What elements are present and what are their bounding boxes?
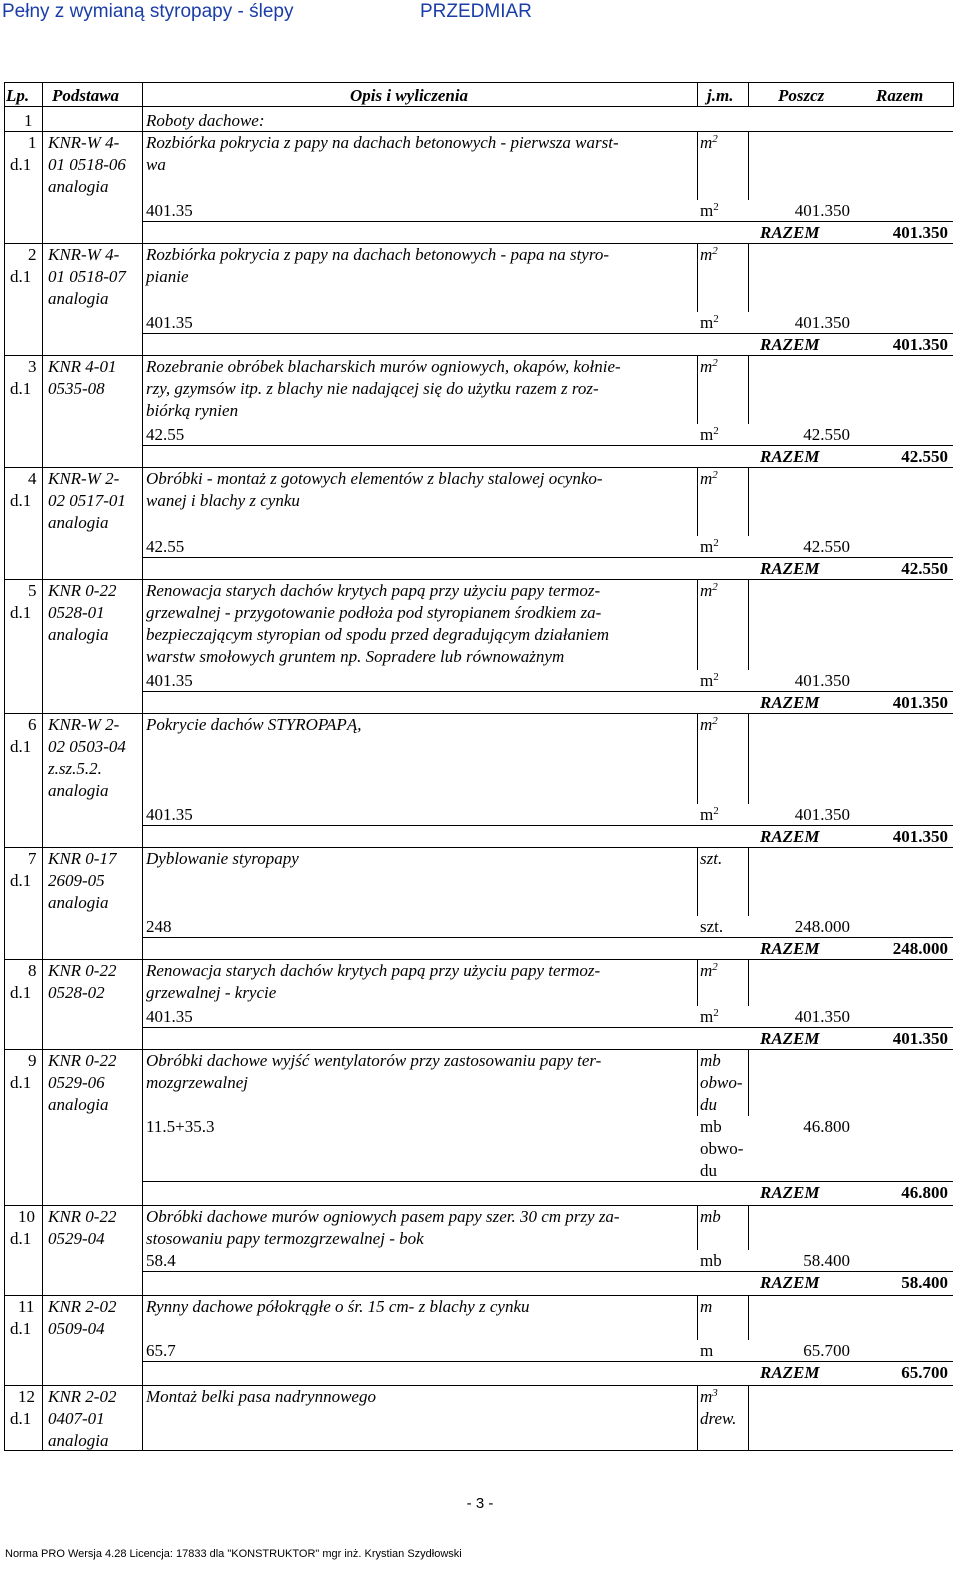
- item-unit: $m^3$: [700, 1387, 718, 1406]
- item-basis-line: 0528-02: [48, 983, 105, 1002]
- item-description-line: Pokrycie dachów STYROPAPĄ,: [146, 715, 362, 734]
- item-basis-line: KNR 0-17: [48, 849, 117, 868]
- row-border-left: [4, 848, 5, 959]
- item-unit: szt.: [700, 849, 723, 868]
- header-podstawa: Podstawa: [52, 86, 120, 105]
- row-border-basis: [142, 1386, 143, 1450]
- item-basis-line: 0528-01: [48, 603, 105, 622]
- section-lp: 1: [24, 111, 33, 130]
- item-lp-sub: d.1: [10, 1409, 32, 1428]
- row-border-lp: [42, 1206, 43, 1295]
- razem-row-border: [142, 1271, 953, 1272]
- row-border-subtotal: [748, 1296, 749, 1340]
- item-lp: 1: [28, 133, 37, 152]
- item-basis-line: analogia: [48, 781, 109, 800]
- item-unit: $m^2$: [700, 469, 718, 488]
- row-border-unit: [697, 1206, 698, 1250]
- item-unit: $m^2$: [700, 961, 718, 980]
- item-calculation: 401.35: [146, 313, 193, 332]
- item-subtotal: 401.350: [794, 313, 850, 332]
- item-basis-line: KNR 2-02: [48, 1387, 117, 1406]
- razem-label: RAZEM: [760, 939, 820, 958]
- item-description-line: mozgrzewalnej: [146, 1073, 248, 1092]
- item-lp-sub: d.1: [10, 603, 32, 622]
- item-description-line: wanej i blachy z cynku: [146, 491, 300, 510]
- item-basis-line: analogia: [48, 513, 109, 532]
- item-subtotal: 65.700: [803, 1341, 850, 1360]
- header-jm: j.m.: [707, 86, 734, 105]
- item-total: 401.350: [892, 335, 948, 354]
- item-unit: m: [700, 1297, 713, 1316]
- row-border-unit: [697, 468, 698, 536]
- row-border-left: [4, 356, 5, 467]
- item-basis-line: KNR-W 4-: [48, 133, 120, 152]
- razem-label: RAZEM: [760, 693, 820, 712]
- item-basis-line: analogia: [48, 289, 109, 308]
- item-basis-line: 01 0518-06: [48, 155, 126, 174]
- item-description-line: pianie: [146, 267, 189, 286]
- row-border-lp: [42, 356, 43, 467]
- row-border-subtotal: [748, 848, 749, 916]
- item-calc-unit: $m^2$: [700, 313, 719, 332]
- item-lp: 8: [28, 961, 37, 980]
- razem-label: RAZEM: [760, 335, 820, 354]
- razem-label: RAZEM: [760, 1183, 820, 1202]
- item-basis-line: analogia: [48, 1095, 109, 1114]
- item-total: 58.400: [901, 1273, 948, 1292]
- item-description-line: Renowacja starych dachów krytych papą przy użyciu papy termoz-: [146, 581, 601, 600]
- header-razem: Razem: [876, 86, 924, 105]
- row-border-left: [4, 960, 5, 1049]
- row-border-lp: [42, 960, 43, 1049]
- item-lp: 7: [28, 849, 37, 868]
- item-description-line: Dyblowanie styropapy: [146, 849, 299, 868]
- row-border-left: [4, 714, 5, 847]
- item-basis-line: 2609-05: [48, 871, 105, 890]
- row-border-unit: [697, 1386, 698, 1450]
- row-border-basis: [142, 1296, 143, 1385]
- row-border-left: [4, 244, 5, 355]
- razem-label: RAZEM: [760, 559, 820, 578]
- page-number: - 3 -: [466, 1495, 494, 1512]
- row-border-lp: [42, 848, 43, 959]
- item-unit: drew.: [700, 1409, 737, 1428]
- item-description-line: stosowaniu papy termozgrzewalnej - bok: [146, 1229, 424, 1248]
- item-total: 401.350: [892, 693, 948, 712]
- item-lp: 10: [18, 1207, 35, 1226]
- item-calculation: 401.35: [146, 671, 193, 690]
- item-unit: $m^2$: [700, 715, 718, 734]
- footer-license: Norma PRO Wersja 4.28 Licencja: 17833 dla "KONSTRUKTOR" mgr inż. Krystian Szydłowski: [5, 1548, 462, 1560]
- row-border-subtotal: [748, 1050, 749, 1116]
- item-unit: $m^2$: [700, 133, 718, 152]
- item-basis-line: analogia: [48, 177, 109, 196]
- item-basis-line: analogia: [48, 893, 109, 912]
- row-bottom-border: [4, 1450, 953, 1451]
- item-lp-sub: d.1: [10, 871, 32, 890]
- item-calculation: 42.55: [146, 537, 185, 556]
- item-basis-line: 0509-04: [48, 1319, 105, 1338]
- item-basis-line: 0535-08: [48, 379, 105, 398]
- row-border-basis: [142, 848, 143, 959]
- row-border-lp: [42, 132, 43, 243]
- row-border-unit: [697, 714, 698, 804]
- item-description-line: rzy, gzymsów itp. z blachy nie nadającej się do użytku razem z roz-: [146, 379, 599, 398]
- row-border-subtotal: [748, 960, 749, 1006]
- header-poszcz: Poszcz: [778, 86, 825, 105]
- item-calculation: 65.7: [146, 1341, 176, 1360]
- header-column-border: [748, 82, 749, 107]
- row-border-basis: [142, 132, 143, 243]
- row-border-left: [4, 1386, 5, 1450]
- item-lp: 9: [28, 1051, 37, 1070]
- item-calc-unit-extra: du: [700, 1161, 717, 1180]
- row-border-subtotal: [748, 580, 749, 670]
- item-description-line: biórką rynien: [146, 401, 239, 420]
- razem-row-border: [142, 1181, 953, 1182]
- item-description-line: Rozbiórka pokrycia z papy na dachach betonowych - pierwsza warst-: [146, 133, 619, 152]
- razem-row-border: [142, 557, 953, 558]
- razem-label: RAZEM: [760, 1029, 820, 1048]
- item-lp: 3: [28, 357, 37, 376]
- row-border-left: [4, 1296, 5, 1385]
- item-total: 401.350: [892, 1029, 948, 1048]
- item-calc-unit: szt.: [700, 917, 724, 936]
- item-subtotal: 248.000: [794, 917, 850, 936]
- item-lp: 6: [28, 715, 37, 734]
- item-lp-sub: d.1: [10, 1319, 32, 1338]
- item-description-line: grzewalnej - przygotowanie podłoża pod styropianem środkiem za-: [146, 603, 602, 622]
- razem-row-border: [142, 445, 953, 446]
- razem-row-border: [142, 691, 953, 692]
- item-description-line: Obróbki - montaż z gotowych elementów z blachy stalowej ocynko-: [146, 469, 603, 488]
- item-unit: $m^2$: [700, 581, 718, 600]
- item-basis-line: 02 0517-01: [48, 491, 126, 510]
- row-border-basis: [142, 244, 143, 355]
- item-description-line: bezpieczającym styropian od spodu przed degradującym działaniem: [146, 625, 610, 644]
- row-border-unit: [697, 580, 698, 670]
- row-border-subtotal: [748, 468, 749, 536]
- header-column-border: [4, 82, 5, 107]
- item-basis-line: 0529-04: [48, 1229, 105, 1248]
- row-border-unit: [697, 1050, 698, 1116]
- item-basis-line: KNR-W 2-: [48, 469, 120, 488]
- header-column-border: [697, 82, 698, 107]
- item-subtotal: 401.350: [794, 671, 850, 690]
- razem-label: RAZEM: [760, 827, 820, 846]
- item-description-line: Rozebranie obróbek blacharskich murów ogniowych, okapów, kołnie-: [146, 357, 621, 376]
- item-description-line: Obróbki dachowe murów ogniowych pasem papy szer. 30 cm przy za-: [146, 1207, 620, 1226]
- item-basis-line: KNR 0-22: [48, 961, 117, 980]
- row-border-basis: [142, 960, 143, 1049]
- header-column-border: [142, 82, 143, 107]
- item-lp-sub: d.1: [10, 1073, 32, 1092]
- header-column-border: [42, 82, 43, 107]
- item-description-line: Rynny dachowe półokrągłe o śr. 15 cm- z blachy z cynku: [146, 1297, 530, 1316]
- row-border-basis: [142, 1206, 143, 1295]
- item-basis-line: KNR-W 4-: [48, 245, 120, 264]
- banner-doc-type: PRZEDMIAR: [420, 1, 532, 22]
- item-subtotal: 401.350: [794, 1007, 850, 1026]
- item-calculation: 401.35: [146, 201, 193, 220]
- item-unit: mb: [700, 1207, 721, 1226]
- item-lp-sub: d.1: [10, 155, 32, 174]
- item-lp-sub: d.1: [10, 737, 32, 756]
- item-total: 46.800: [901, 1183, 948, 1202]
- row-border-basis: [142, 580, 143, 713]
- item-basis-line: 02 0503-04: [48, 737, 126, 756]
- row-border-unit: [697, 848, 698, 916]
- item-calc-unit: m: [700, 1341, 714, 1360]
- item-basis-line: analogia: [48, 625, 109, 644]
- item-description-line: Renowacja starych dachów krytych papą przy użyciu papy termoz-: [146, 961, 601, 980]
- item-lp: 4: [28, 469, 37, 488]
- row-border-unit: [697, 244, 698, 312]
- row-border-subtotal: [748, 1206, 749, 1250]
- row-border-lp: [42, 1296, 43, 1385]
- header-opis: Opis i wyliczenia: [350, 86, 469, 105]
- row-border-subtotal: [748, 1386, 749, 1450]
- item-subtotal: 46.800: [803, 1117, 850, 1136]
- item-lp-sub: d.1: [10, 983, 32, 1002]
- item-calculation: 11.5+35.3: [146, 1117, 215, 1136]
- item-lp: 11: [18, 1297, 35, 1316]
- row-border-left: [4, 1206, 5, 1295]
- item-basis-line: KNR 0-22: [48, 1207, 117, 1226]
- row-border-basis: [142, 468, 143, 579]
- item-lp: 2: [28, 245, 37, 264]
- item-basis-line: KNR 4-01: [48, 357, 117, 376]
- row-border-unit: [697, 132, 698, 200]
- item-basis-line: z.sz.5.2.: [48, 759, 102, 778]
- razem-label: RAZEM: [760, 447, 820, 466]
- header-bottom-border: [4, 106, 953, 107]
- row-border-left: [4, 468, 5, 579]
- item-total: 65.700: [901, 1363, 948, 1382]
- razem-row-border: [142, 1361, 953, 1362]
- item-subtotal: 58.400: [803, 1251, 850, 1270]
- header-lp: Lp.: [6, 86, 30, 105]
- item-total: 401.350: [892, 223, 948, 242]
- item-basis-line: analogia: [48, 1431, 109, 1450]
- row-border-basis: [142, 1050, 143, 1205]
- row-border-lp: [42, 244, 43, 355]
- item-calc-unit: $m^2$: [700, 1007, 719, 1026]
- item-lp: 5: [28, 581, 37, 600]
- item-unit: mb: [700, 1051, 721, 1070]
- item-basis-line: KNR 2-02: [48, 1297, 117, 1316]
- item-basis-line: 0529-06: [48, 1073, 105, 1092]
- row-border-lp: [42, 468, 43, 579]
- item-lp: 12: [18, 1387, 35, 1406]
- row-border-subtotal: [748, 356, 749, 424]
- razem-label: RAZEM: [760, 223, 820, 242]
- section-border-lp: [42, 107, 43, 132]
- table-top-border: [4, 82, 953, 83]
- razem-row-border: [142, 825, 953, 826]
- razem-label: RAZEM: [760, 1273, 820, 1292]
- item-calc-unit: $m^2$: [700, 537, 719, 556]
- row-border-subtotal: [748, 714, 749, 804]
- row-border-left: [4, 1050, 5, 1205]
- item-subtotal: 42.550: [803, 537, 850, 556]
- row-border-subtotal: [748, 244, 749, 312]
- item-calc-unit: $m^2$: [700, 425, 719, 444]
- item-total: 401.350: [892, 827, 948, 846]
- row-border-lp: [42, 1386, 43, 1450]
- item-unit: $m^2$: [700, 357, 718, 376]
- row-border-basis: [142, 714, 143, 847]
- razem-row-border: [142, 937, 953, 938]
- row-border-unit: [697, 356, 698, 424]
- row-border-left: [4, 580, 5, 713]
- item-description-line: Rozbiórka pokrycia z papy na dachach betonowych - papa na styro-: [146, 245, 610, 264]
- item-description-line: wa: [146, 155, 166, 174]
- item-description-line: grzewalnej - krycie: [146, 983, 277, 1002]
- item-basis-line: KNR-W 2-: [48, 715, 120, 734]
- item-description-line: Obróbki dachowe wyjść wentylatorów przy zastosowaniu papy ter-: [146, 1051, 602, 1070]
- item-calc-unit: mb: [700, 1251, 722, 1270]
- item-unit: obwo-: [700, 1073, 743, 1092]
- item-calc-unit: $m^2$: [700, 201, 719, 220]
- item-calc-unit-extra: obwo-: [700, 1139, 744, 1158]
- item-calc-unit: $m^2$: [700, 671, 719, 690]
- item-basis-line: 0407-01: [48, 1409, 105, 1428]
- section-border-left: [4, 107, 5, 132]
- item-total: 42.550: [901, 559, 948, 578]
- item-basis-line: 01 0518-07: [48, 267, 126, 286]
- item-subtotal: 401.350: [794, 805, 850, 824]
- row-border-left: [4, 132, 5, 243]
- item-calculation: 248: [146, 917, 172, 936]
- row-border-basis: [142, 356, 143, 467]
- razem-row-border: [142, 1027, 953, 1028]
- row-border-unit: [697, 1296, 698, 1340]
- item-calc-unit: mb: [700, 1117, 722, 1136]
- item-calculation: 42.55: [146, 425, 185, 444]
- item-unit: $m^2$: [700, 245, 718, 264]
- header-column-border: [953, 82, 954, 107]
- item-unit: du: [700, 1095, 717, 1114]
- item-lp-sub: d.1: [10, 379, 32, 398]
- banner-title: Pełny z wymianą styropapy - ślepy: [2, 1, 294, 22]
- item-calc-unit: $m^2$: [700, 805, 719, 824]
- item-total: 248.000: [892, 939, 948, 958]
- item-description-line: Montaż belki pasa nadrynnowego: [146, 1387, 376, 1406]
- row-border-lp: [42, 714, 43, 847]
- row-border-unit: [697, 960, 698, 1006]
- razem-row-border: [142, 333, 953, 334]
- item-lp-sub: d.1: [10, 1229, 32, 1248]
- row-border-lp: [42, 580, 43, 713]
- razem-row-border: [142, 221, 953, 222]
- item-lp-sub: d.1: [10, 267, 32, 286]
- item-calculation: 58.4: [146, 1251, 176, 1270]
- item-lp-sub: d.1: [10, 491, 32, 510]
- item-basis-line: KNR 0-22: [48, 1051, 117, 1070]
- row-border-lp: [42, 1050, 43, 1205]
- item-subtotal: 42.550: [803, 425, 850, 444]
- row-border-subtotal: [748, 132, 749, 200]
- section-border-basis: [142, 107, 143, 132]
- item-basis-line: KNR 0-22: [48, 581, 117, 600]
- item-calculation: 401.35: [146, 805, 193, 824]
- item-subtotal: 401.350: [794, 201, 850, 220]
- item-total: 42.550: [901, 447, 948, 466]
- section-title: Roboty dachowe:: [146, 111, 265, 130]
- razem-label: RAZEM: [760, 1363, 820, 1382]
- item-calculation: 401.35: [146, 1007, 193, 1026]
- section-bottom-border: [4, 131, 953, 132]
- item-description-line: warstw smołowych gruntem np. Sopradere lub równoważnym: [146, 647, 565, 666]
